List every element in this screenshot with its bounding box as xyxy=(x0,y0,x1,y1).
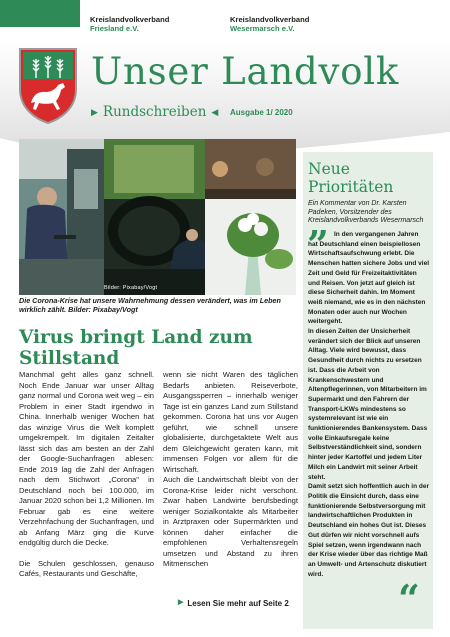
continue-label: Lesen Sie mehr auf Seite 2 xyxy=(187,598,289,608)
article-paragraph: Die Schulen geschlossen, genauso Cafés, Restaurants und Geschäfte, xyxy=(19,558,154,578)
commentary-lead: Ein Kommentar von Dr. Karsten Padeken, Vorsitzender des Kreislandvolkverbands Wesermarsch xyxy=(308,200,424,225)
org-friesland-region: Friesland e.V. xyxy=(90,24,139,33)
triangle-right-icon: ▶ xyxy=(91,107,98,117)
horse-crest-icon xyxy=(16,45,80,125)
photo-steering-wheel xyxy=(104,139,205,295)
photo-tractor-driver xyxy=(19,139,104,295)
subtitle: Rundschreiben xyxy=(102,104,207,120)
article-column-1 xyxy=(19,370,154,580)
article-paragraph: Auch die Landwirtschaft bleibt von der Corona-Krise leider nicht verschont. Zwar haben Landwirte berufsbedingt weniger Sozialkontakte als Mitarbeiter in Arztpraxen oder Supermärkten und können daher einfacher die empfohlenen Verhaltensregeln umsetzen und Abstand zu ihren Mitmenschen xyxy=(163,475,298,568)
article-paragraph: wenn sie nicht Waren des täglichen Bedarfs anbieten. Reiseverbote, Ausgangssperren – innerhalb weniger Tage ist ein ganzes Land zum Stillstand gekommen. Corona hat uns vor Augen geführt, wie schnell unsere globalisierte, durchgetaktete Welt aus dem Gleichgewicht geraten kann, mit immensen Folgen vor allem für die Wirtschaft. xyxy=(163,370,298,474)
commentary-title: Neue Prioritäten xyxy=(308,160,394,196)
photo-caption: Die Corona-Krise hat unsere Wahrnehmung dessen verändert, was im Leben wirklich zählt. Bilder: Pixabay/Vogt xyxy=(19,296,281,314)
continue-link[interactable] xyxy=(178,598,289,608)
page-title: Unser Landvolk xyxy=(91,50,400,93)
commentary-paragraph: In diesen Zeiten der Unsicherheit verändert sich der Blick auf unseren Alltag. Viele wird bewusst, dass Gesundheit durch nichts zu ersetzen ist. Dass die Arbeit von Krankenschwestern und Altenpflegerinnen, von Mitarbeitern im Supermarkt und den Fahrern der Transport-LKWs mindestens so systemrelevant ist wie ein funktionierendes Bankensystem. Dass volle Einkaufsregale keine Selbstverständlichkeit sind, sondern hinter jeder Kartoffel und jedem Liter Milch ein Landwirt mit seiner Arbeit steht. xyxy=(308,328,428,481)
photo-market-flowers xyxy=(205,139,296,295)
commentary-paragraph: In den vergangenen Jahren hat Deutschland einen beispiellosen Wirtschaftsaufschwung erlebt. Die Menschen hatten sichere Jobs und viel Zeit und Geld für Freizeitaktivitäten und Reisen. Von jetzt auf gleich ist diese Sicherheit dahin. Im Moment weiß niemand, wie es in den nächsten Monaten oder auch nur Wochen weitergeht. xyxy=(308,231,430,326)
top-accent-bar xyxy=(0,0,80,27)
issue-label: Ausgabe 1/ 2020 xyxy=(230,108,293,117)
article-column-2 xyxy=(163,370,298,570)
commentary-body xyxy=(308,230,430,579)
photo-credit: Bilder: Pixabay/Vogt xyxy=(104,285,158,291)
quote-open-icon: ” xyxy=(307,222,329,267)
org-friesland-name: Kreislandvolkverband xyxy=(90,15,170,24)
article-paragraph: Manchmal geht alles ganz schnell. Noch Ende Januar war unser Alltag ganz normal und Corona weit weg – ein Problem in einer Stadt irgendwo in China. Innerhalb weniger Wochen hat das winzige Virus die Welt komplett umgekrempelt. Im digitalen Zeitalter lässt sich das am besten an der Zahl der Google-Suchanfragen ablesen: Ende 2019 lag die Zahl der Anfragen nach dem Stichwort „Corona" in Deutschland noch bei 100.000, im Januar 2020 schon bei 1,2 Millionen. Im Februar gab es eine weitere Verzehnfachung der Suchanfragen, und ab Anfang März ging die Kurve endgültig durch die Decke. xyxy=(19,370,154,547)
org-friesland xyxy=(90,15,169,33)
org-wesermarsch-name: Kreislandvolkverband xyxy=(230,15,310,24)
commentary-paragraph: Damit setzt sich hoffentlich auch in der Politik die Einsicht durch, dass eine funktionierende Selbstversorgung mit landwirtschaftlichen Produkten in Deutschland ein hohes Gut ist. Dieses Gut dürfen wir nicht vorschnell aufs Spiel setzen, wenn irgendwann nach der Krise wieder über das richtige Maß an Umwelt- und Artenschutz diskutiert wird. xyxy=(308,483,429,578)
triangle-right-icon: ▶ xyxy=(178,599,184,606)
article-headline: Virus bringt Land zum Stillstand xyxy=(19,327,253,369)
quote-close-icon: “ xyxy=(398,576,420,621)
subtitle-row xyxy=(91,104,218,120)
triangle-left-icon: ◀ xyxy=(211,107,219,117)
org-wesermarsch-region: Wesermarsch e.V. xyxy=(230,24,295,33)
org-wesermarsch xyxy=(230,15,309,33)
